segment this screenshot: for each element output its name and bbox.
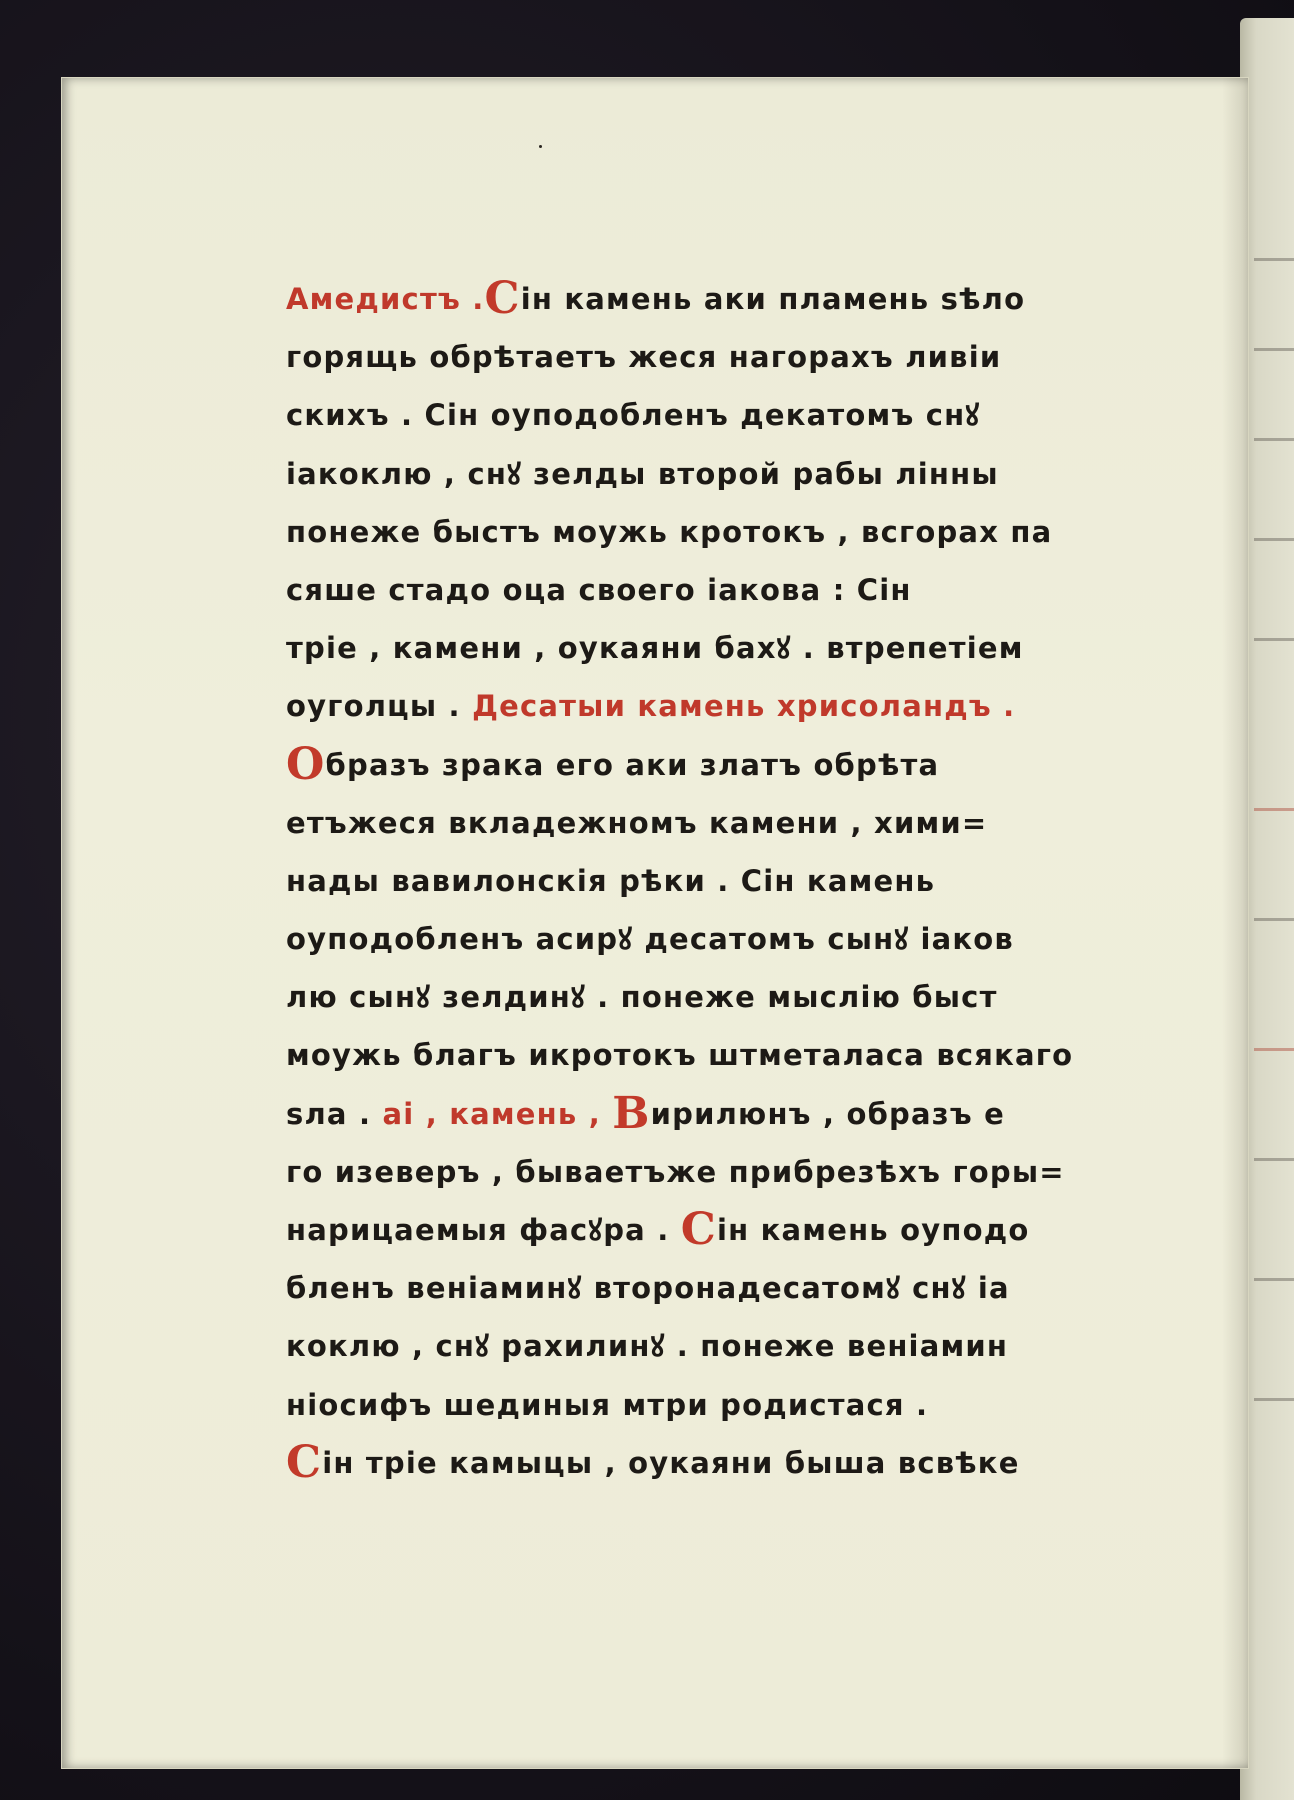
- line-text: ніосифъ шединыя мтри родистася .: [286, 1387, 929, 1422]
- line-text: моужь благъ икротокъ штметаласа всякаго: [286, 1038, 1074, 1073]
- text-line: [286, 619, 1206, 677]
- line-text: нарицаемыя фасꙋра .: [286, 1213, 681, 1247]
- text-line: [286, 736, 1206, 794]
- show-through-stroke: [1254, 258, 1294, 261]
- red-initial: С: [286, 1436, 323, 1488]
- text-line: [286, 386, 1206, 444]
- line-text: горящь обрѣтаетъ жеся нагорахъ ливіи: [286, 340, 1002, 375]
- line-text: коклю , снꙋ рахилинꙋ . понеже веніамин: [286, 1329, 1009, 1364]
- line-text: іакоклю , снꙋ зелды второй рабы лінны: [286, 456, 999, 491]
- text-line: [286, 852, 1206, 910]
- line-text: ѕла .: [286, 1096, 383, 1131]
- line-text: ін камень аки пламень ѕѣло: [520, 282, 1026, 316]
- line-text: тріе , камени , оукаяни бахꙋ . втрепетіем: [286, 631, 1024, 666]
- text-line: [286, 1026, 1206, 1084]
- text-line: [286, 1085, 1206, 1143]
- line-text: етъжеся вкладежномъ камени , хими=: [286, 805, 988, 840]
- line-text: оуподобленъ асирꙋ десатомъ сынꙋ іаков: [286, 922, 1014, 957]
- line-text: ирилюнъ , образъ е: [650, 1096, 1005, 1131]
- text-line: [286, 1434, 1206, 1492]
- rubric-text: Десатыи камень хрисоландъ .: [472, 689, 1016, 724]
- red-initial: С: [680, 1204, 717, 1255]
- show-through-stroke: [1254, 638, 1294, 641]
- text-line: [286, 1317, 1206, 1375]
- line-text: сяше стадо оца своего іакова : Сін: [286, 572, 912, 607]
- ink-speck: [539, 145, 542, 148]
- red-initial: С: [484, 273, 521, 324]
- line-text: го изеверъ , бываетъже прибрезѣхъ горы=: [286, 1154, 1065, 1189]
- show-through-stroke: [1254, 808, 1294, 811]
- text-line: [286, 503, 1206, 561]
- red-initial: О: [286, 738, 326, 790]
- rubric-text: аі , камень ,: [382, 1096, 601, 1131]
- facing-page-edge: [1240, 18, 1294, 1800]
- line-text: бленъ веніаминꙋ второнадесатомꙋ снꙋ іа: [286, 1271, 1010, 1306]
- line-text: нады вавилонскія рѣки . Сін камень: [286, 863, 936, 898]
- show-through-stroke: [1254, 1158, 1294, 1161]
- line-text: оуголцы .: [286, 689, 473, 724]
- text-line: [286, 910, 1206, 968]
- show-through-stroke: [1254, 1048, 1294, 1051]
- show-through-stroke: [1254, 438, 1294, 441]
- line-text: понеже быстъ моужь кротокъ , всгорах па: [286, 514, 1053, 549]
- rubric-text: Амедистъ .: [286, 282, 485, 316]
- line-text: ін камень оуподо: [716, 1213, 1030, 1247]
- text-line: [286, 794, 1206, 852]
- manuscript-text: [286, 270, 1206, 1492]
- show-through-stroke: [1254, 348, 1294, 351]
- line-text: бразъ зрака его аки златъ обрѣта: [325, 747, 940, 782]
- text-line: [286, 1376, 1206, 1434]
- text-line: [286, 968, 1206, 1026]
- show-through-stroke: [1254, 1278, 1294, 1281]
- line-text: скихъ . Сін оуподобленъ декатомъ снꙋ: [286, 398, 981, 433]
- show-through-stroke: [1254, 918, 1294, 921]
- text-line: [286, 445, 1206, 503]
- text-line: [286, 270, 1206, 328]
- text-line: [286, 1259, 1206, 1317]
- text-line: [286, 561, 1206, 619]
- show-through-stroke: [1254, 538, 1294, 541]
- line-text: лю сынꙋ зелдинꙋ . понеже мыслію быст: [286, 980, 998, 1015]
- line-text: ін тріе камыцы , оукаяни быша всвѣке: [322, 1445, 1020, 1480]
- text-line: [286, 328, 1206, 386]
- show-through-stroke: [1254, 1398, 1294, 1401]
- line-text: [601, 1097, 612, 1131]
- text-line: [286, 677, 1206, 735]
- text-line: [286, 1201, 1206, 1259]
- red-initial: В: [612, 1087, 651, 1139]
- text-line: [286, 1143, 1206, 1201]
